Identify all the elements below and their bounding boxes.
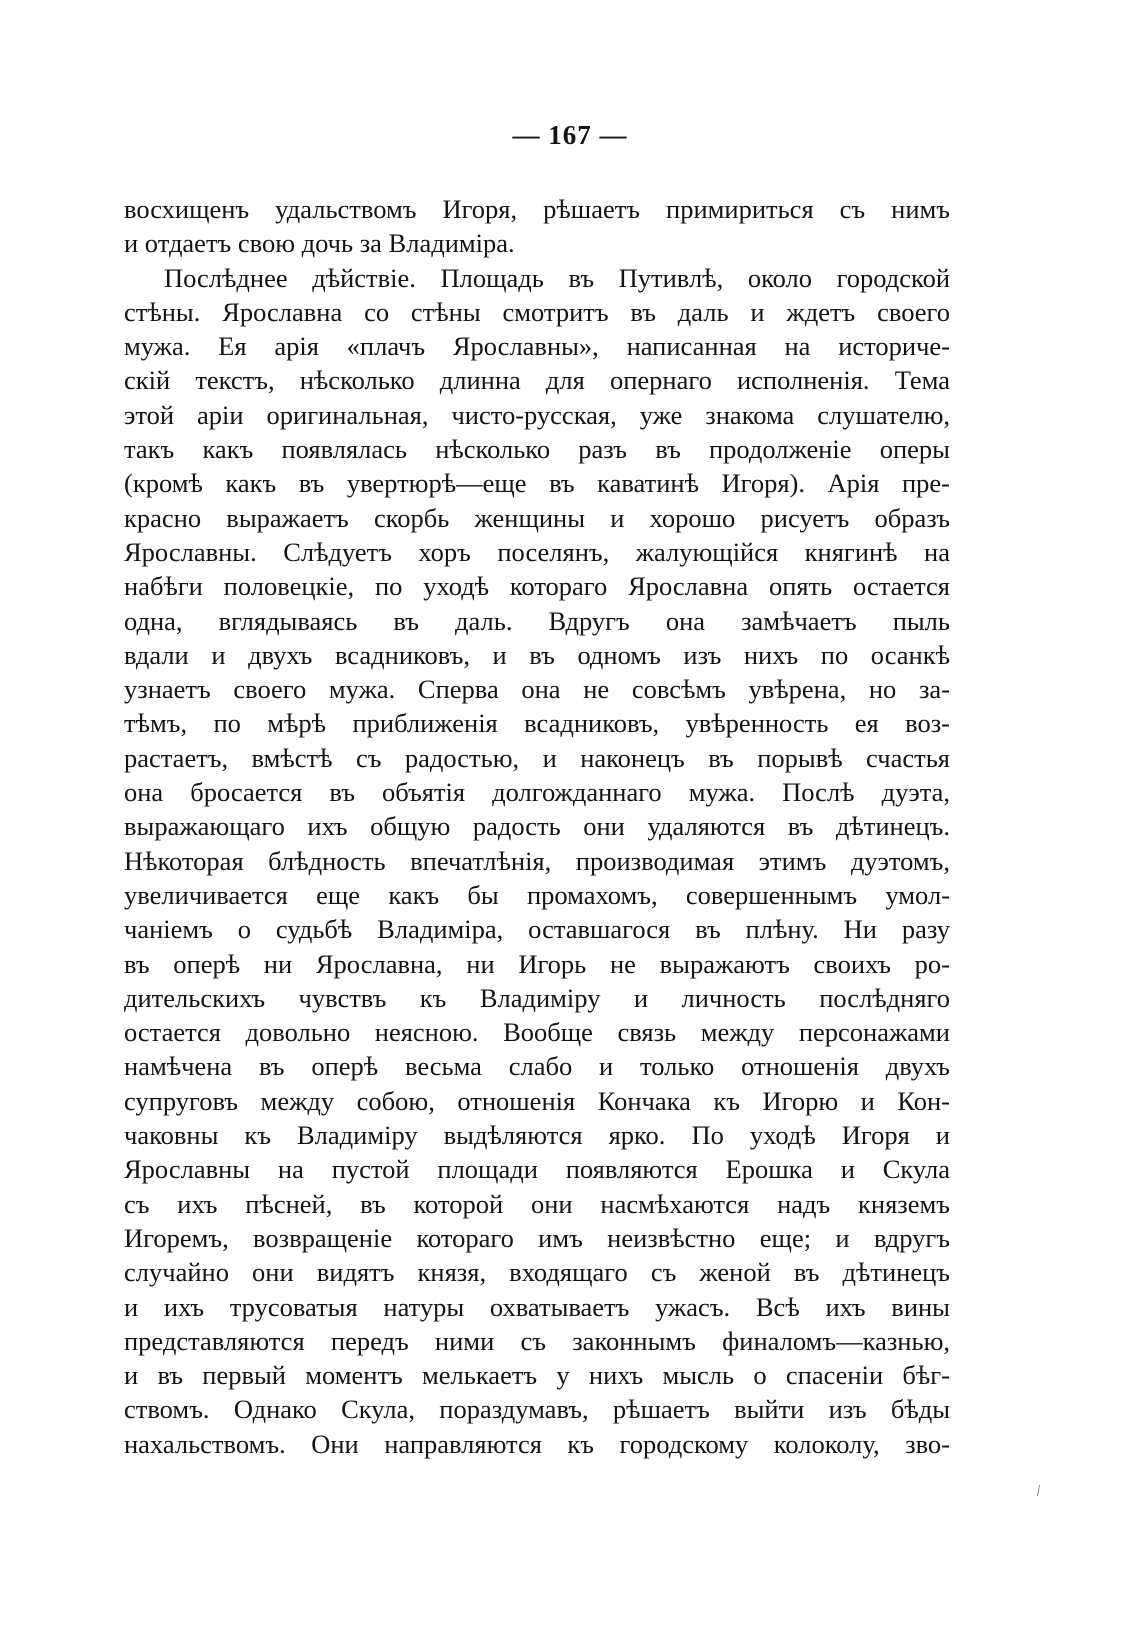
text-line: вдали и двухъ всадниковъ, и въ одномъ изъ нихъ по осанкѣ xyxy=(124,639,950,670)
text-line: и отдаетъ свою дочь за Владиміра. xyxy=(124,228,515,259)
text-line: она бросается въ объятія долгожданнаго мужа. Послѣ дуэта, xyxy=(124,777,950,808)
text-line: намѣчена въ оперѣ весьма слабо и только отношенія двухъ xyxy=(124,1051,950,1082)
stray-ink-mark: ⁄ xyxy=(1034,1484,1044,1499)
text-line: и ихъ трусоватыя натуры охватываетъ ужасъ. Всѣ ихъ вины xyxy=(124,1291,950,1322)
text-line: и въ первый моментъ мелькаетъ у нихъ мысль о спасеніи бѣг- xyxy=(124,1360,950,1391)
text-line: увеличивается еще какъ бы промахомъ, совершеннымъ умол- xyxy=(124,879,950,910)
text-line: въ оперѣ ни Ярославна, ни Игорь не выражаютъ своихъ ро- xyxy=(124,948,950,979)
text-line: тѣмъ, по мѣрѣ приближенія всадниковъ, увѣренность ея воз- xyxy=(124,708,950,739)
text-line: скій текстъ, нѣсколько длинна для опернаго исполненія. Тема xyxy=(124,365,950,396)
text-line: Нѣкоторая блѣдность впечатлѣнія, производимая этимъ дуэтомъ, xyxy=(124,845,950,876)
text-line: стѣны. Ярославна со стѣны смотритъ въ даль и ждетъ своего xyxy=(124,296,950,327)
text-line: нахальствомъ. Они направляются къ городскому колоколу, зво- xyxy=(124,1428,950,1459)
text-line: узнаетъ своего мужа. Сперва она не совсѣмъ увѣрена, но за- xyxy=(124,674,950,705)
text-line: ствомъ. Однако Скула, пораздумавъ, рѣшаетъ выйти изъ бѣды xyxy=(124,1394,950,1425)
page-number: — 167 — xyxy=(512,120,628,150)
text-line: этой аріи оригинальная, чисто-русская, уже знакома слушателю, xyxy=(124,399,950,430)
text-line: такъ какъ появлялась нѣсколько разъ въ продолженіе оперы xyxy=(124,434,950,465)
text-line: красно выражаетъ скорбь женщины и хорошо рисуетъ образъ xyxy=(124,502,950,533)
text-line: съ ихъ пѣсней, въ которой они насмѣхаются надъ княземъ xyxy=(124,1188,950,1219)
text-line: Игоремъ, возвращеніе котораго имъ неизвѣстно еще; и вдругъ xyxy=(124,1222,950,1253)
text-line: выражающаго ихъ общую радость они удаляются въ дѣтинецъ. xyxy=(124,811,950,842)
text-line: растаетъ, вмѣстѣ съ радостью, и наконецъ въ порывѣ счастья xyxy=(124,742,950,773)
text-line: (кромѣ какъ въ увертюрѣ—еще въ каватинѣ Игоря). Арія пре- xyxy=(124,468,950,499)
text-line: одна, вглядываясь въ даль. Вдругъ она замѣчаетъ пыль xyxy=(124,605,950,636)
text-line: чаніемъ о судьбѣ Владиміра, оставшагося въ плѣну. Ни разу xyxy=(124,914,950,945)
text-line: случайно они видятъ князя, входящаго съ женой въ дѣтинецъ xyxy=(124,1257,950,1288)
text-line: набѣги половецкіе, по уходѣ котораго Ярославна опять остается xyxy=(124,571,950,602)
text-line: Ярославны на пустой площади появляются Ерошка и Скула xyxy=(124,1154,950,1185)
text-line: остается довольно неясною. Вообще связь между персонажами xyxy=(124,1017,950,1048)
text-line: Ярославны. Слѣдуетъ хоръ поселянъ, жалующійся княгинѣ на xyxy=(124,536,950,567)
text-line: представляются передъ ними съ законнымъ финаломъ—казнью, xyxy=(124,1325,950,1356)
body-text xyxy=(124,192,950,1461)
text-line: Послѣднее дѣйствіе. Площадь въ Путивлѣ, около городской xyxy=(164,262,950,293)
text-line: супруговъ между собою, отношенія Кончака къ Игорю и Кон- xyxy=(124,1085,950,1116)
text-line: восхищенъ удальствомъ Игоря, рѣшаетъ примириться съ нимъ xyxy=(124,194,950,224)
text-line: дительскихъ чувствъ къ Владиміру и личность послѣдняго xyxy=(124,982,950,1013)
text-line: мужа. Ея арія «плачъ Ярославны», написанная на историче- xyxy=(124,331,950,362)
text-line: чаковны къ Владиміру выдѣляются ярко. По уходѣ Игоря и xyxy=(124,1120,950,1151)
